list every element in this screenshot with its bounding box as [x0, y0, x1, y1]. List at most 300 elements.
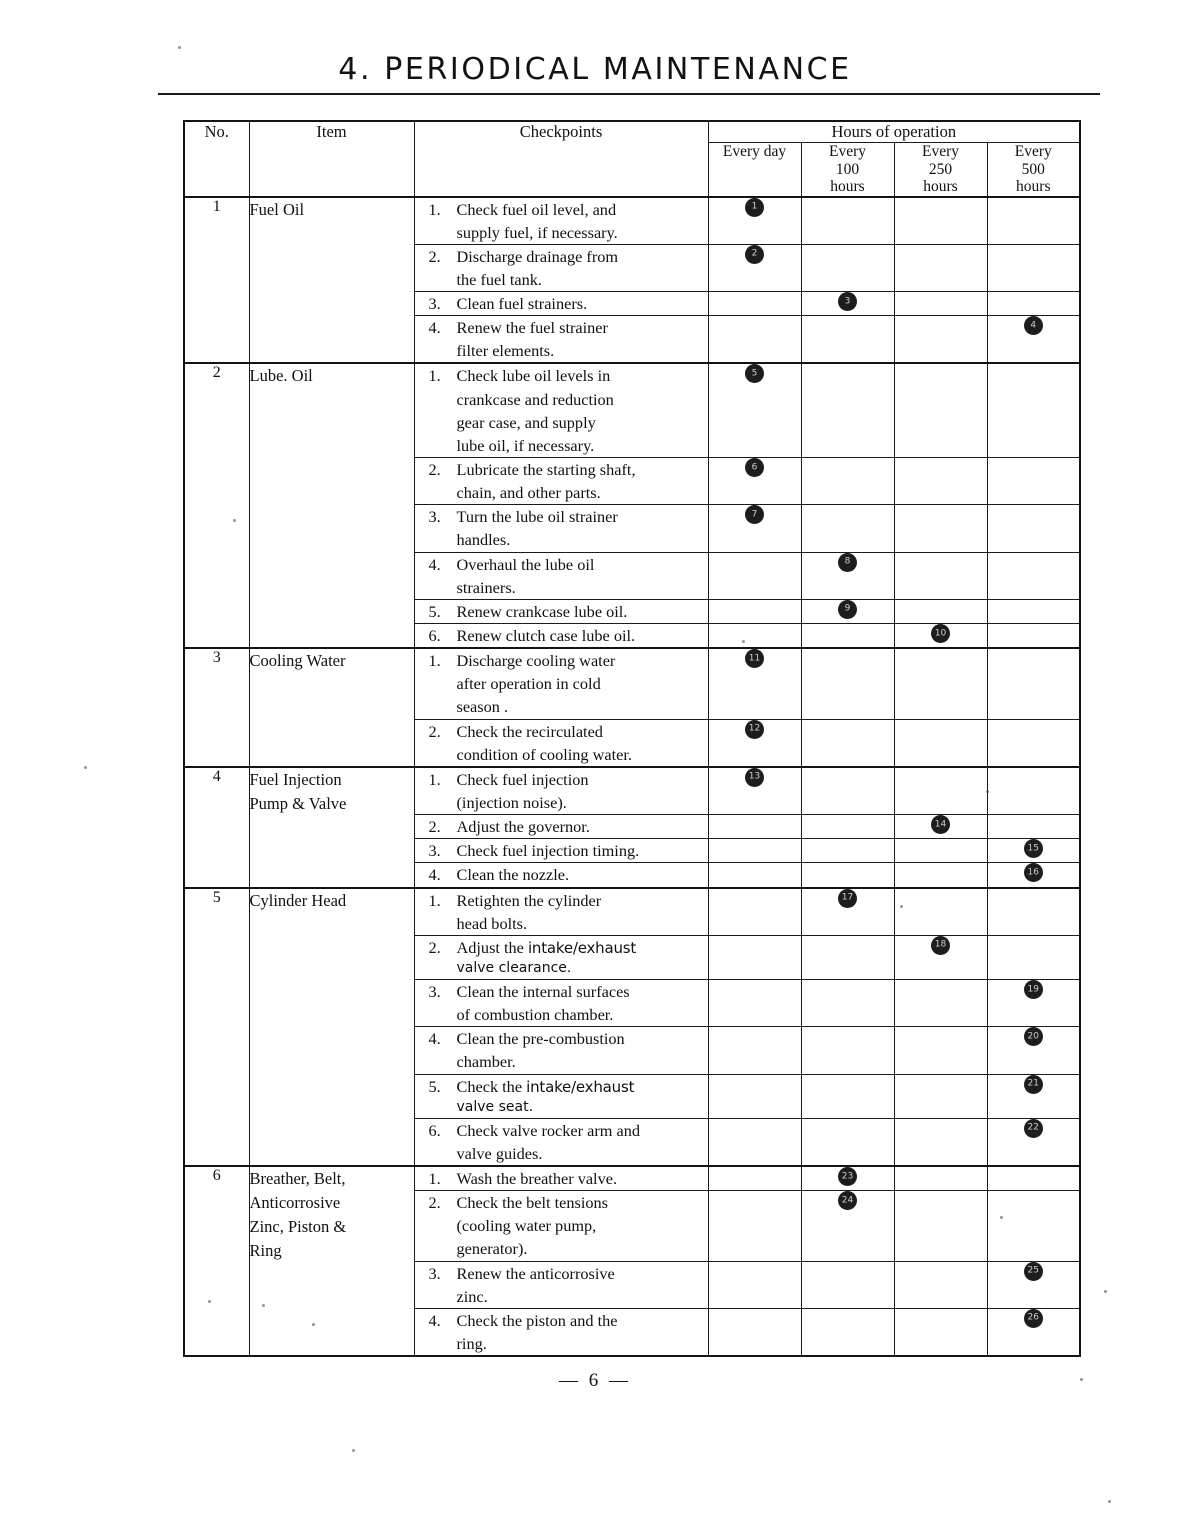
scan-speck [986, 790, 989, 793]
checkpoint-cell [414, 363, 708, 457]
interval-cell-every-100 [801, 1308, 894, 1356]
interval-cell-every-250 [894, 363, 987, 457]
dot-number: 9 [844, 603, 851, 614]
dot-number: 3 [844, 296, 851, 307]
section-number: 4 [184, 767, 249, 888]
checkpoint-number: 3. [428, 982, 441, 1002]
checkpoint-cell [414, 1027, 708, 1074]
dot-number: 13 [748, 771, 761, 782]
interval-cell-every-100 [801, 552, 894, 599]
interval-cell-every-day [708, 1308, 801, 1356]
section-item-name [249, 363, 414, 648]
table-row [184, 888, 1080, 936]
checkpoint-number: 6. [428, 1120, 441, 1140]
interval-cell-every-500 [987, 316, 1080, 364]
interval-cell-every-day [708, 458, 801, 505]
checkpoint-number: 2. [428, 1193, 441, 1213]
maintenance-dot-marker [931, 815, 950, 834]
interval-cell-every-day [708, 839, 801, 863]
checkpoint-text: Turn the lube oil strainer handles. [456, 507, 618, 550]
interval-cell-every-100 [801, 888, 894, 936]
section-number: 5 [184, 888, 249, 1166]
interval-cell-every-250 [894, 552, 987, 599]
maintenance-dot-marker [838, 553, 857, 572]
checkpoint-number: 3. [428, 294, 441, 314]
scan-speck [84, 766, 87, 769]
interval-cell-every-500 [987, 888, 1080, 936]
checkpoint-number: 5. [428, 1076, 441, 1096]
checkpoint-text: Check the belt tensions (cooling water pump, generator). [456, 1193, 608, 1259]
item-line: Fuel Injection [249, 769, 342, 789]
checkpoint-text: Lubricate the starting shaft, chain, and other parts. [456, 460, 636, 503]
interval-cell-every-250 [894, 888, 987, 936]
checkpoint-text: Adjust the intake/exhaust valve clearance. [456, 937, 637, 977]
section-number: 6 [184, 1166, 249, 1356]
interval-cell-every-250 [894, 1027, 987, 1074]
interval-cell-every-100 [801, 1074, 894, 1118]
header-every-250-line2: 250 [928, 160, 953, 178]
checkpoint-cell [414, 316, 708, 364]
interval-cell-every-250 [894, 980, 987, 1027]
interval-cell-every-day [708, 292, 801, 316]
dot-number: 17 [841, 892, 854, 903]
checkpoint-number: 3. [428, 841, 441, 861]
interval-cell-every-500 [987, 363, 1080, 457]
checkpoint-number: 1. [428, 199, 441, 219]
checkpoint-text: Check the intake/exhaust valve seat. [456, 1076, 635, 1115]
header-every-500-line2: 500 [1021, 160, 1045, 178]
interval-cell-every-500 [987, 292, 1080, 316]
checkpoint-cell [414, 244, 708, 291]
item-line: Ring [249, 1240, 282, 1260]
dot-number: 24 [841, 1195, 854, 1206]
interval-cell-every-250 [894, 505, 987, 552]
checkpoint-number: 4. [428, 554, 441, 574]
dot-number: 23 [841, 1171, 854, 1182]
maintenance-dot-marker [1024, 1262, 1043, 1281]
checkpoint-text: Retighten the cylinder head bolts. [456, 890, 602, 933]
interval-cell-every-500 [987, 458, 1080, 505]
interval-cell-every-250 [894, 316, 987, 364]
scan-speck [1104, 1290, 1107, 1293]
checkpoint-number: 3. [428, 507, 441, 527]
interval-cell-every-250 [894, 624, 987, 649]
interval-cell-every-100 [801, 316, 894, 364]
interval-cell-every-250 [894, 648, 987, 719]
checkpoint-cell [414, 552, 708, 599]
dot-number: 19 [1027, 984, 1039, 995]
interval-cell-every-day [708, 888, 801, 936]
checkpoint-text: Clean the nozzle. [456, 865, 570, 885]
maintenance-dot-marker [745, 649, 764, 668]
maintenance-dot-marker [838, 292, 857, 311]
maintenance-dot-marker [838, 1191, 857, 1210]
checkpoint-text: Wash the breather valve. [456, 1169, 618, 1189]
dot-number: 8 [844, 556, 851, 567]
interval-cell-every-100 [801, 1166, 894, 1191]
dot-number: 2 [751, 248, 758, 259]
interval-cell-every-250 [894, 815, 987, 839]
checkpoint-cell [414, 458, 708, 505]
interval-cell-every-day [708, 316, 801, 364]
dot-number: 25 [1027, 1265, 1039, 1276]
dot-number: 20 [1027, 1031, 1039, 1042]
checkpoint-number: 3. [428, 1263, 441, 1283]
dot-number: 6 [751, 462, 758, 473]
section-number: 2 [184, 363, 249, 648]
interval-cell-every-day [708, 767, 801, 815]
item-line: Cooling Water [249, 651, 346, 671]
checkpoint-text: Discharge cooling water after operation in cold season . [456, 651, 616, 717]
interval-cell-every-100 [801, 1191, 894, 1261]
checkpoint-number: 2. [428, 817, 441, 837]
checkpoint-cell [414, 888, 708, 936]
interval-cell-every-250 [894, 935, 987, 979]
checkpoint-text: Renew the fuel strainer filter elements. [456, 318, 608, 361]
interval-cell-every-250 [894, 1308, 987, 1356]
header-hours-of-operation: Hours of operation [708, 121, 1080, 143]
interval-cell-every-250 [894, 1166, 987, 1191]
checkpoint-cell [414, 624, 708, 649]
header-every-100-line1: Every [828, 143, 866, 160]
interval-cell-every-250 [894, 1191, 987, 1261]
header-checkpoints: Checkpoints [414, 121, 708, 197]
checkpoint-text: Renew the anticorrosive zinc. [456, 1263, 615, 1306]
interval-cell-every-day [708, 624, 801, 649]
checkpoint-number: 5. [428, 601, 441, 621]
scan-speck [312, 1323, 315, 1326]
header-every-500-line1: Every [1014, 143, 1052, 160]
header-every-100-hours [801, 143, 894, 197]
checkpoint-cell [414, 599, 708, 623]
interval-cell-every-500 [987, 935, 1080, 979]
interval-cell-every-250 [894, 863, 987, 888]
checkpoint-text: Check fuel oil level, and supply fuel, if necessary. [456, 199, 618, 242]
checkpoint-cell [414, 719, 708, 767]
interval-cell-every-500 [987, 244, 1080, 291]
table-header-row-1 [184, 121, 1080, 143]
interval-cell-every-100 [801, 719, 894, 767]
interval-cell-every-500 [987, 648, 1080, 719]
dot-number: 5 [751, 368, 758, 379]
dot-number: 12 [748, 723, 761, 734]
scan-speck [208, 1300, 211, 1303]
interval-cell-every-day [708, 980, 801, 1027]
page-title-wrapper [0, 52, 1190, 87]
item-line: Fuel Oil [249, 199, 305, 219]
scan-speck [233, 519, 236, 522]
interval-cell-every-250 [894, 1118, 987, 1166]
checkpoint-cell [414, 815, 708, 839]
interval-cell-every-250 [894, 839, 987, 863]
interval-cell-every-100 [801, 458, 894, 505]
checkpoint-cell [414, 1074, 708, 1118]
checkpoint-text: Discharge drainage from the fuel tank. [456, 246, 619, 289]
scan-speck [900, 905, 903, 908]
dot-number: 21 [1027, 1078, 1039, 1089]
table-row [184, 197, 1080, 245]
scan-speck [1108, 1500, 1111, 1503]
interval-cell-every-day [708, 815, 801, 839]
interval-cell-every-100 [801, 1027, 894, 1074]
header-item: Item [249, 121, 414, 197]
checkpoint-text: Overhaul the lube oil strainers. [456, 554, 595, 597]
interval-cell-every-500 [987, 1191, 1080, 1261]
interval-cell-every-100 [801, 197, 894, 245]
interval-cell-every-250 [894, 1074, 987, 1118]
checkpoint-text: Adjust the governor. [456, 817, 590, 837]
interval-cell-every-100 [801, 624, 894, 649]
interval-cell-every-250 [894, 719, 987, 767]
dot-number: 22 [1027, 1122, 1039, 1133]
checkpoint-text: Check the recirculated condition of cooling water. [456, 721, 632, 764]
interval-cell-every-500 [987, 1166, 1080, 1191]
checkpoint-number: 2. [428, 721, 441, 741]
checkpoint-number: 2. [428, 937, 441, 957]
dot-number: 14 [934, 819, 947, 830]
maintenance-dot-marker [1024, 1027, 1043, 1046]
interval-cell-every-500 [987, 624, 1080, 649]
interval-cell-every-100 [801, 505, 894, 552]
checkpoint-number: 1. [428, 366, 441, 386]
scan-speck [178, 46, 181, 49]
header-every-100-line2: 100 [835, 160, 860, 178]
interval-cell-every-100 [801, 839, 894, 863]
table-row [184, 1166, 1080, 1191]
interval-cell-every-100 [801, 1261, 894, 1308]
checkpoint-text: Clean the internal surfaces of combustion chamber. [456, 982, 630, 1025]
checkpoint-number: 1. [428, 651, 441, 671]
interval-cell-every-500 [987, 1027, 1080, 1074]
section-item-name [249, 888, 414, 1166]
checkpoint-cell [414, 1118, 708, 1166]
table-body [184, 197, 1080, 1357]
item-line: Pump & Valve [249, 793, 347, 813]
item-line: Anticorrosive [249, 1192, 341, 1212]
interval-cell-every-day [708, 648, 801, 719]
maintenance-dot-marker [1024, 1075, 1043, 1094]
title-underline-rule [158, 93, 1100, 95]
interval-cell-every-day [708, 863, 801, 888]
checkpoint-number: 2. [428, 460, 441, 480]
interval-cell-every-day [708, 244, 801, 291]
dot-number: 10 [934, 628, 947, 639]
interval-cell-every-day [708, 1027, 801, 1074]
table-row [184, 363, 1080, 457]
header-every-500-line3: hours [1016, 178, 1051, 195]
periodical-maintenance-table [183, 120, 1081, 1357]
interval-cell-every-day [708, 363, 801, 457]
dot-number: 11 [748, 653, 761, 664]
maintenance-dot-marker [1024, 316, 1043, 335]
table-row [184, 648, 1080, 719]
checkpoint-cell [414, 197, 708, 245]
interval-cell-every-250 [894, 292, 987, 316]
maintenance-dot-marker [1024, 839, 1043, 858]
section-number: 3 [184, 648, 249, 767]
maintenance-dot-marker [1024, 863, 1043, 882]
scan-speck [262, 1304, 265, 1307]
page-number: — 6 — [559, 1370, 631, 1391]
interval-cell-every-250 [894, 244, 987, 291]
checkpoint-number: 4. [428, 1310, 441, 1330]
interval-cell-every-day [708, 197, 801, 245]
header-every-250-line1: Every [921, 143, 959, 160]
interval-cell-every-day [708, 599, 801, 623]
interval-cell-every-500 [987, 599, 1080, 623]
interval-cell-every-day [708, 719, 801, 767]
page-title: 4. PERIODICAL MAINTENANCE [338, 52, 852, 87]
checkpoint-number: 6. [428, 626, 441, 646]
checkpoint-cell [414, 1261, 708, 1308]
item-line: Cylinder Head [249, 890, 347, 910]
interval-cell-every-500 [987, 1261, 1080, 1308]
maintenance-dot-marker [1024, 1309, 1043, 1328]
interval-cell-every-day [708, 1074, 801, 1118]
header-every-250-line3: hours [923, 178, 958, 195]
interval-cell-every-500 [987, 1118, 1080, 1166]
checkpoint-text: Clean the pre-combustion chamber. [456, 1029, 625, 1072]
checkpoint-cell [414, 863, 708, 888]
dot-number: 7 [751, 509, 758, 520]
scan-speck [352, 1449, 355, 1452]
interval-cell-every-day [708, 935, 801, 979]
maintenance-dot-marker [745, 505, 764, 524]
dot-number: 1 [751, 201, 758, 212]
interval-cell-every-250 [894, 458, 987, 505]
checkpoint-number: 4. [428, 1029, 441, 1049]
maintenance-dot-marker [838, 889, 857, 908]
checkpoint-text: Check valve rocker arm and valve guides. [456, 1120, 641, 1163]
checkpoint-cell [414, 1191, 708, 1261]
table-header [184, 121, 1080, 197]
checkpoint-text: Renew crankcase lube oil. [456, 601, 628, 621]
interval-cell-every-100 [801, 292, 894, 316]
interval-cell-every-500 [987, 980, 1080, 1027]
interval-cell-every-100 [801, 648, 894, 719]
checkpoint-cell [414, 505, 708, 552]
interval-cell-every-day [708, 1166, 801, 1191]
scan-speck [1000, 1216, 1003, 1219]
interval-cell-every-100 [801, 815, 894, 839]
interval-cell-every-500 [987, 839, 1080, 863]
checkpoint-text: Check fuel injection timing. [456, 841, 640, 861]
checkpoint-number: 1. [428, 890, 441, 910]
interval-cell-every-500 [987, 767, 1080, 815]
item-line: Zinc, Piston & [249, 1216, 347, 1236]
interval-cell-every-100 [801, 1118, 894, 1166]
header-no: No. [184, 121, 249, 197]
interval-cell-every-100 [801, 244, 894, 291]
section-number: 1 [184, 197, 249, 364]
checkpoint-cell [414, 839, 708, 863]
interval-cell-every-500 [987, 719, 1080, 767]
item-line: Lube. Oil [249, 366, 313, 386]
checkpoint-cell [414, 648, 708, 719]
section-item-name [249, 767, 414, 888]
interval-cell-every-100 [801, 863, 894, 888]
header-every-100-line3: hours [830, 178, 865, 195]
item-line: Breather, Belt, [249, 1169, 346, 1189]
maintenance-dot-marker [745, 720, 764, 739]
section-item-name [249, 1166, 414, 1356]
checkpoint-number: 1. [428, 769, 441, 789]
maintenance-dot-marker [838, 1167, 857, 1186]
table-row [184, 767, 1080, 815]
maintenance-dot-marker [745, 768, 764, 787]
checkpoint-number: 4. [428, 318, 441, 338]
interval-cell-every-250 [894, 599, 987, 623]
maintenance-dot-marker [745, 458, 764, 477]
interval-cell-every-500 [987, 1074, 1080, 1118]
scan-speck [742, 640, 745, 643]
dot-number: 18 [934, 939, 947, 950]
dot-number: 26 [1027, 1312, 1039, 1323]
dot-number: 15 [1027, 843, 1039, 854]
checkpoint-cell [414, 1166, 708, 1191]
checkpoint-number: 4. [428, 865, 441, 885]
header-every-500-hours [987, 143, 1080, 197]
interval-cell-every-250 [894, 767, 987, 815]
interval-cell-every-500 [987, 505, 1080, 552]
maintenance-dot-marker [745, 364, 764, 383]
maintenance-dot-marker [745, 245, 764, 264]
interval-cell-every-250 [894, 197, 987, 245]
interval-cell-every-100 [801, 599, 894, 623]
maintenance-dot-marker [745, 198, 764, 217]
checkpoint-text: Clean fuel strainers. [456, 294, 588, 314]
checkpoint-number: 2. [428, 246, 441, 266]
interval-cell-every-500 [987, 1308, 1080, 1356]
dot-number: 4 [1030, 320, 1037, 331]
interval-cell-every-day [708, 552, 801, 599]
checkpoint-text: Renew clutch case lube oil. [456, 626, 636, 646]
maintenance-dot-marker [838, 600, 857, 619]
checkpoint-cell [414, 1308, 708, 1356]
interval-cell-every-100 [801, 363, 894, 457]
checkpoint-cell [414, 980, 708, 1027]
checkpoint-cell [414, 292, 708, 316]
interval-cell-every-100 [801, 767, 894, 815]
maintenance-dot-marker [1024, 1119, 1043, 1138]
section-item-name [249, 648, 414, 767]
checkpoint-cell [414, 767, 708, 815]
checkpoint-cell [414, 935, 708, 979]
interval-cell-every-250 [894, 1261, 987, 1308]
maintenance-dot-marker [931, 624, 950, 643]
interval-cell-every-day [708, 1261, 801, 1308]
checkpoint-text: Check the piston and the ring. [456, 1310, 618, 1354]
interval-cell-every-day [708, 505, 801, 552]
interval-cell-every-day [708, 1191, 801, 1261]
interval-cell-every-day [708, 1118, 801, 1166]
section-item-name [249, 197, 414, 364]
maintenance-dot-marker [931, 936, 950, 955]
scan-speck [1080, 1378, 1083, 1381]
maintenance-dot-marker [1024, 980, 1043, 999]
interval-cell-every-500 [987, 815, 1080, 839]
dot-number: 16 [1027, 867, 1039, 878]
interval-cell-every-500 [987, 552, 1080, 599]
checkpoint-text: Check lube oil levels in crankcase and reduction gear case, and supply lube oil, if necessary. [456, 366, 614, 455]
checkpoint-text: Check fuel injection (injection noise). [456, 769, 589, 813]
header-every-day: Every day [708, 143, 801, 197]
interval-cell-every-500 [987, 197, 1080, 245]
interval-cell-every-100 [801, 980, 894, 1027]
interval-cell-every-100 [801, 935, 894, 979]
interval-cell-every-500 [987, 863, 1080, 888]
checkpoint-number: 1. [428, 1169, 441, 1189]
